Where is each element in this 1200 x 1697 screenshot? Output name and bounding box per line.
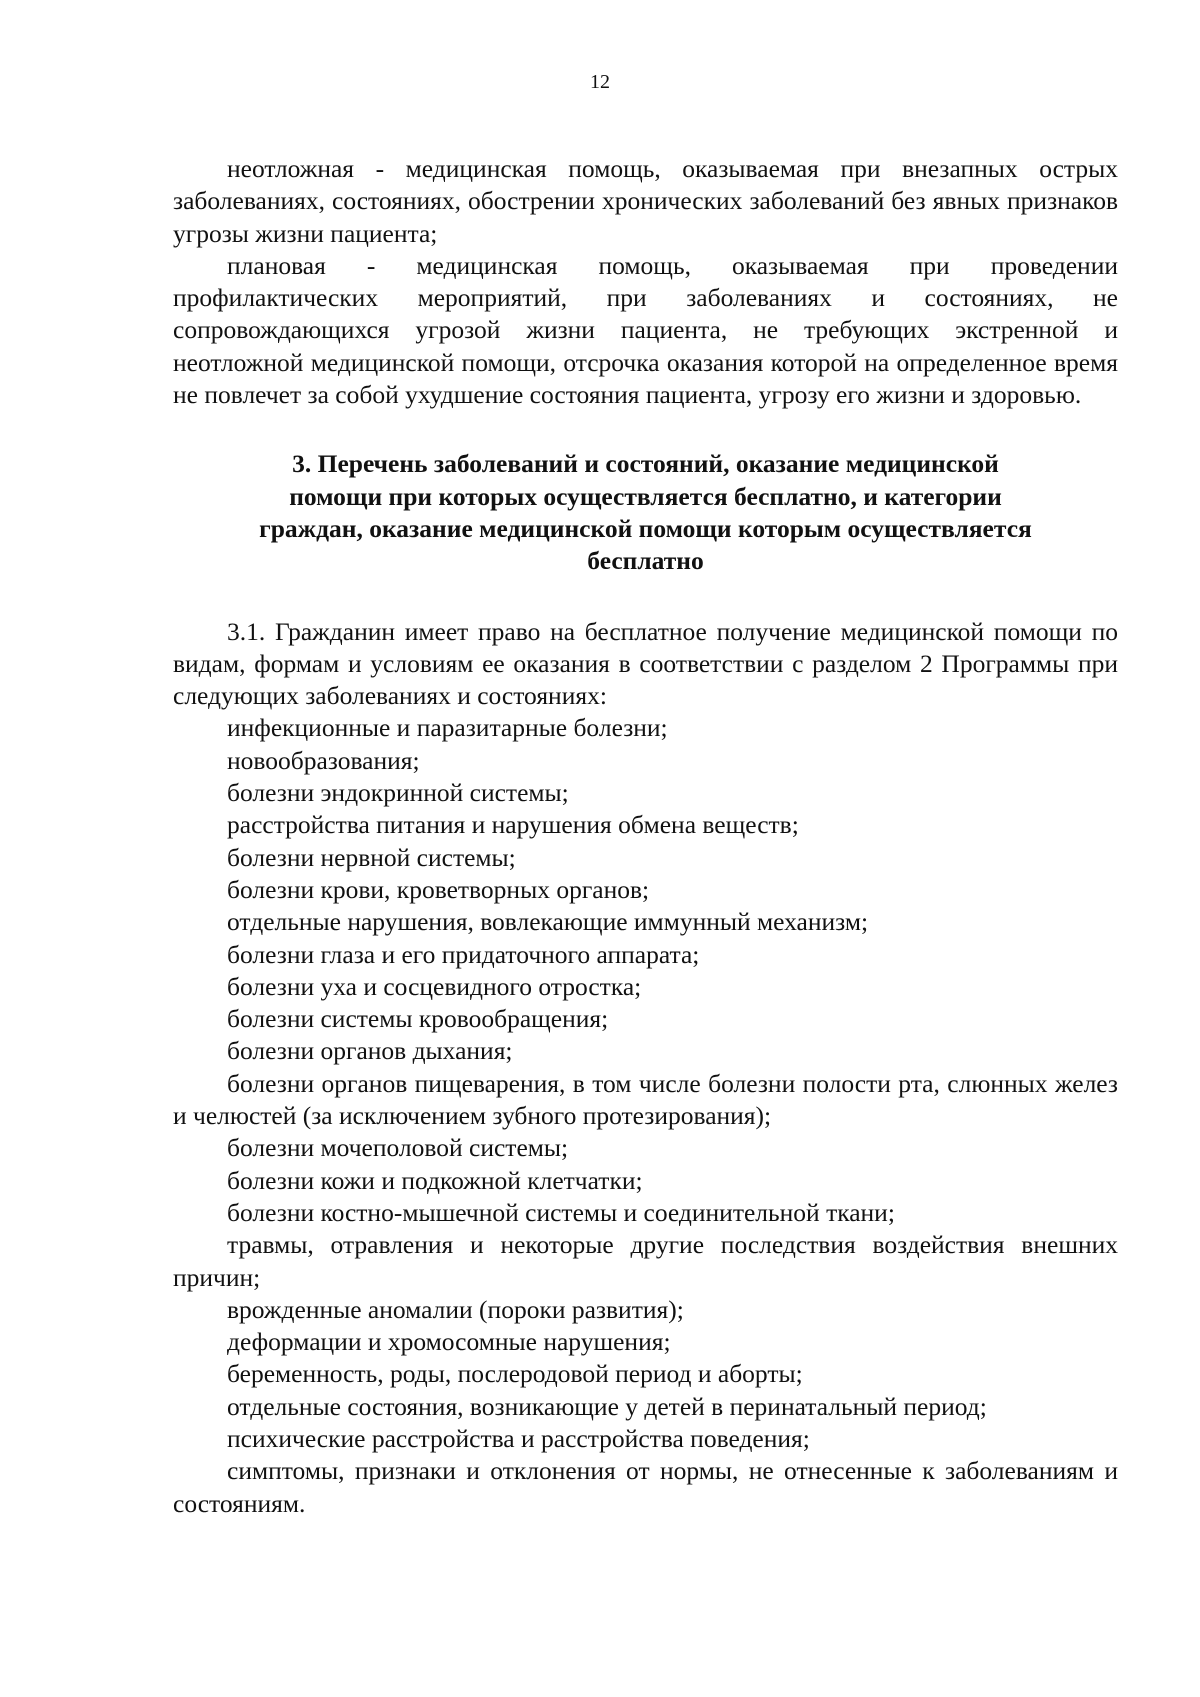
list-item: отдельные нарушения, вовлекающие иммунный механизм;	[227, 907, 869, 937]
list-item: отдельные состояния, возникающие у детей в перинатальный период;	[227, 1391, 987, 1421]
list-item: болезни уха и сосцевидного отростка;	[227, 971, 642, 1001]
list-item: болезни системы кровообращения;	[227, 1004, 609, 1034]
list-item: травмы, отравления и некоторые другие последствия воздействия внешних причин;	[173, 1230, 1118, 1292]
list-item: беременность, роды, послеродовой период и аборты;	[227, 1359, 803, 1389]
list-item: болезни нервной системы;	[227, 842, 516, 872]
section-heading-line: граждан, оказание медицинской помощи которым осуществляется	[259, 513, 1032, 543]
paragraph-planned-care: плановая - медицинская помощь, оказываемая при проведении профилактических мероприятий, при заболеваниях и состояниях, не сопровождающихся угрозой жизни пациента, не требующих экстренной и неотложной медицинской помощи, отсрочка оказания которой на определенное время не повлечет за собой ухудшение состояния пациента, угрозу его жизни и здоровью.	[173, 250, 1118, 410]
section-heading-line: помощи при которых осуществляется бесплатно, и категории	[289, 481, 1002, 511]
list-item: болезни эндокринной системы;	[227, 778, 569, 808]
list-item: деформации и хромосомные нарушения;	[227, 1327, 671, 1357]
list-item: симптомы, признаки и отклонения от нормы, не отнесенные к заболеваниям и состояниям.	[173, 1456, 1118, 1518]
disease-list	[173, 712, 1118, 1519]
list-item: расстройства питания и нарушения обмена веществ;	[227, 810, 799, 840]
list-item: болезни глаза и его придаточного аппарата;	[227, 939, 700, 969]
list-item: болезни мочеполовой системы;	[227, 1133, 569, 1163]
paragraph-urgent-care: неотложная - медицинская помощь, оказываемая при внезапных острых заболеваниях, состояниях, обострении хронических заболеваний без явных признаков угрозы жизни пациента;	[173, 154, 1118, 248]
list-item: болезни крови, кроветворных органов;	[227, 874, 650, 904]
page-number: 12	[590, 71, 610, 93]
list-item: болезни органов пищеварения, в том числе болезни полости рта, слюнных желез и челюстей (за исключением зубного протезирования);	[173, 1068, 1118, 1131]
list-item: болезни кожи и подкожной клетчатки;	[227, 1165, 643, 1195]
list-item: болезни костно-мышечной системы и соединительной ткани;	[227, 1197, 895, 1227]
section-heading-line: бесплатно	[587, 546, 704, 576]
list-item: врожденные аномалии (пороки развития);	[227, 1294, 684, 1324]
list-item: психические расстройства и расстройства поведения;	[227, 1423, 810, 1453]
section-lead-paragraph: 3.1. Гражданин имеет право на бесплатное получение медицинской помощи по видам, формам и условиям ее оказания в соответствии с разделом 2 Программы при следующих заболеваниях и состояниях:	[173, 616, 1118, 711]
list-item: инфекционные и паразитарные болезни;	[227, 713, 668, 743]
list-item: болезни органов дыхания;	[227, 1036, 513, 1066]
list-item: новообразования;	[227, 745, 420, 775]
section-heading-line: 3. Перечень заболеваний и состояний, оказание медицинской	[292, 449, 999, 479]
section-heading	[173, 448, 1118, 577]
document-body	[173, 153, 1118, 1520]
